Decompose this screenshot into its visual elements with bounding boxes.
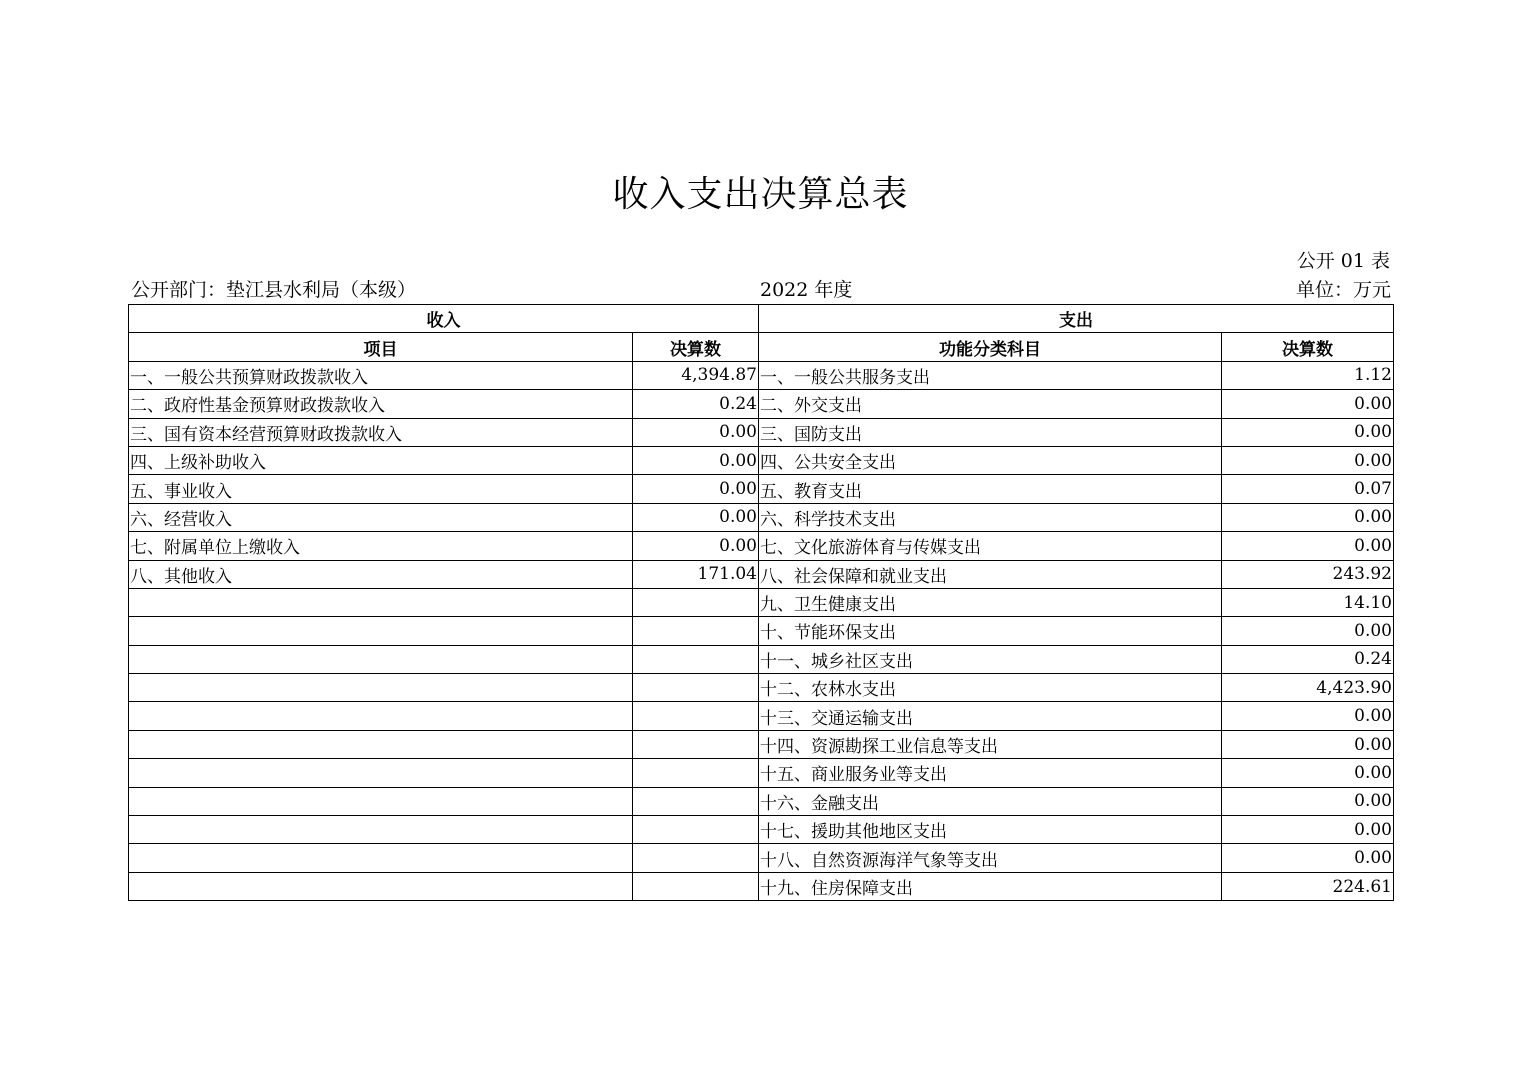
column-header-row — [129, 333, 1394, 361]
income-item-cell: 六、经营收入 — [129, 503, 633, 531]
expense-item-cell: 六、科学技术支出 — [759, 503, 1222, 531]
fiscal-year: 2022 年度 — [760, 279, 853, 301]
table-row — [129, 390, 1394, 418]
income-item-cell: 八、其他收入 — [129, 560, 633, 588]
income-amount-cell — [633, 702, 759, 730]
table-row — [129, 730, 1394, 758]
table-row — [129, 844, 1394, 872]
expense-amount-cell: 0.00 — [1222, 390, 1394, 418]
page-title: 收入支出决算总表 — [612, 174, 909, 215]
income-amount-cell — [633, 844, 759, 872]
table-row — [129, 503, 1394, 531]
income-item-cell: 二、政府性基金预算财政拨款收入 — [129, 390, 633, 418]
income-item-header: 项目 — [129, 333, 633, 361]
income-amount-cell — [633, 674, 759, 702]
table-row — [129, 446, 1394, 474]
expense-item-cell: 三、国防支出 — [759, 418, 1222, 446]
income-item-cell — [129, 674, 633, 702]
income-item-cell — [129, 816, 633, 844]
expense-amount-cell: 0.07 — [1222, 475, 1394, 503]
income-amount-cell — [633, 730, 759, 758]
expense-amount-cell: 0.00 — [1222, 759, 1394, 787]
table-row — [129, 702, 1394, 730]
income-item-cell — [129, 759, 633, 787]
expense-item-cell: 十四、资源勘探工业信息等支出 — [759, 730, 1222, 758]
expense-amount-cell: 0.00 — [1222, 617, 1394, 645]
income-amount-header: 决算数 — [633, 333, 759, 361]
income-item-cell: 七、附属单位上缴收入 — [129, 532, 633, 560]
table-row — [129, 816, 1394, 844]
expense-amount-cell: 0.00 — [1222, 418, 1394, 446]
income-item-cell — [129, 844, 633, 872]
table-row — [129, 645, 1394, 673]
expense-amount-cell: 0.00 — [1222, 532, 1394, 560]
expense-amount-cell: 4,423.90 — [1222, 674, 1394, 702]
income-item-cell — [129, 617, 633, 645]
income-item-cell: 五、事业收入 — [129, 475, 633, 503]
table-body — [129, 361, 1394, 900]
income-item-cell — [129, 730, 633, 758]
expense-item-cell: 十七、援助其他地区支出 — [759, 816, 1222, 844]
expense-item-cell: 八、社会保障和就业支出 — [759, 560, 1222, 588]
expense-item-cell: 一、一般公共服务支出 — [759, 361, 1222, 389]
income-group-header: 收入 — [129, 305, 759, 333]
expense-group-header: 支出 — [759, 305, 1394, 333]
table-row — [129, 532, 1394, 560]
expense-amount-cell: 0.00 — [1222, 446, 1394, 474]
income-amount-cell — [633, 588, 759, 616]
expense-item-cell: 十二、农林水支出 — [759, 674, 1222, 702]
income-amount-cell: 4,394.87 — [633, 361, 759, 389]
income-amount-cell — [633, 816, 759, 844]
income-amount-cell — [633, 872, 759, 900]
expense-amount-cell: 243.92 — [1222, 560, 1394, 588]
expense-amount-cell: 224.61 — [1222, 872, 1394, 900]
expense-amount-cell: 1.12 — [1222, 361, 1394, 389]
table-row — [129, 617, 1394, 645]
income-item-cell: 四、上级补助收入 — [129, 446, 633, 474]
expense-item-cell: 十八、自然资源海洋气象等支出 — [759, 844, 1222, 872]
expense-amount-cell: 0.00 — [1222, 702, 1394, 730]
table-row — [129, 872, 1394, 900]
expense-item-cell: 十九、住房保障支出 — [759, 872, 1222, 900]
income-amount-cell: 0.00 — [633, 503, 759, 531]
expense-item-cell: 七、文化旅游体育与传媒支出 — [759, 532, 1222, 560]
income-item-cell: 三、国有资本经营预算财政拨款收入 — [129, 418, 633, 446]
income-amount-cell: 0.00 — [633, 418, 759, 446]
income-amount-cell — [633, 645, 759, 673]
expense-item-cell: 五、教育支出 — [759, 475, 1222, 503]
table-row — [129, 674, 1394, 702]
department-label: 公开部门：垫江县水利局（本级） — [131, 279, 417, 301]
expense-amount-cell: 0.24 — [1222, 645, 1394, 673]
expense-amount-cell: 14.10 — [1222, 588, 1394, 616]
income-item-cell — [129, 645, 633, 673]
form-code: 公开 01 表 — [1296, 250, 1390, 272]
table-row — [129, 361, 1394, 389]
income-amount-cell — [633, 787, 759, 815]
income-item-cell: 一、一般公共预算财政拨款收入 — [129, 361, 633, 389]
income-amount-cell: 0.00 — [633, 532, 759, 560]
income-amount-cell: 0.00 — [633, 475, 759, 503]
table-row — [129, 588, 1394, 616]
income-expense-table — [128, 304, 1394, 901]
table-row — [129, 787, 1394, 815]
expense-amount-header: 决算数 — [1222, 333, 1394, 361]
income-item-cell — [129, 787, 633, 815]
income-amount-cell: 0.24 — [633, 390, 759, 418]
table-row — [129, 418, 1394, 446]
expense-item-cell: 十五、商业服务业等支出 — [759, 759, 1222, 787]
expense-item-cell: 十、节能环保支出 — [759, 617, 1222, 645]
expense-amount-cell: 0.00 — [1222, 730, 1394, 758]
group-header-row — [129, 305, 1394, 333]
expense-amount-cell: 0.00 — [1222, 787, 1394, 815]
unit-label: 单位：万元 — [1295, 279, 1391, 301]
income-amount-cell: 171.04 — [633, 560, 759, 588]
expense-amount-cell: 0.00 — [1222, 503, 1394, 531]
expense-item-cell: 十六、金融支出 — [759, 787, 1222, 815]
income-item-cell — [129, 702, 633, 730]
expense-item-header: 功能分类科目 — [759, 333, 1222, 361]
expense-item-cell: 九、卫生健康支出 — [759, 588, 1222, 616]
table-row — [129, 759, 1394, 787]
expense-item-cell: 二、外交支出 — [759, 390, 1222, 418]
income-amount-cell: 0.00 — [633, 446, 759, 474]
expense-amount-cell: 0.00 — [1222, 816, 1394, 844]
meta-row — [131, 275, 1391, 301]
income-item-cell — [129, 588, 633, 616]
expense-item-cell: 十一、城乡社区支出 — [759, 645, 1222, 673]
income-amount-cell — [633, 759, 759, 787]
expense-item-cell: 十三、交通运输支出 — [759, 702, 1222, 730]
income-item-cell — [129, 872, 633, 900]
expense-amount-cell: 0.00 — [1222, 844, 1394, 872]
table-row — [129, 475, 1394, 503]
table-row — [129, 560, 1394, 588]
income-amount-cell — [633, 617, 759, 645]
expense-item-cell: 四、公共安全支出 — [759, 446, 1222, 474]
